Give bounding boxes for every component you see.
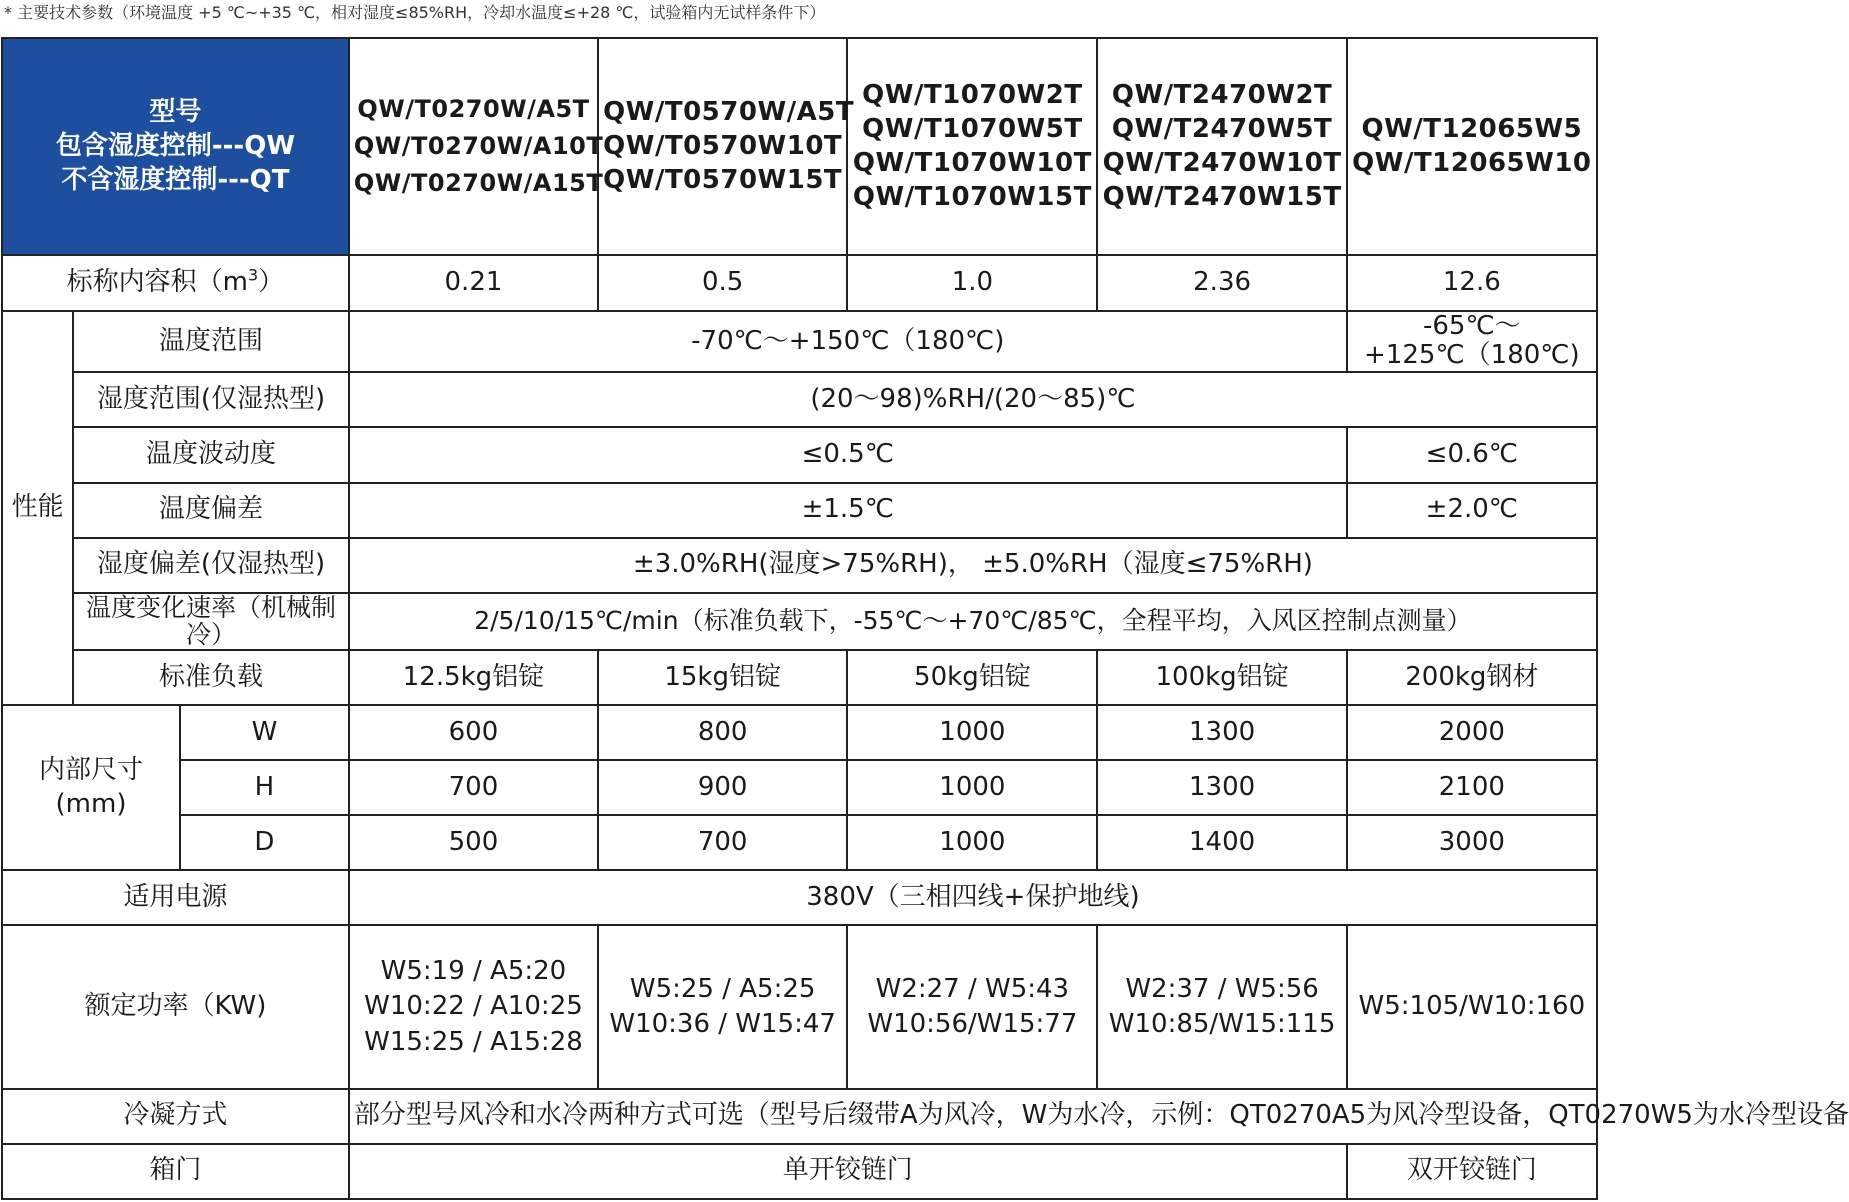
dim-value: 700 [349, 760, 598, 815]
model-name: QW/T12065W10 [1352, 147, 1592, 178]
condensing-value: 部分型号风冷和水冷两种方式可选（型号后缀带A为风冷，W为水冷，示例：QT0270A5为风冷型设备，QT0270W5为水冷型设备 [349, 1089, 1597, 1144]
dim-value: 1300 [1097, 705, 1346, 760]
volume-label: 标称内容积$(m^3)$ [2, 255, 349, 310]
dim-value: 600 [349, 705, 598, 760]
condensing-row [2, 1089, 1597, 1144]
dim-value: 500 [349, 815, 598, 870]
dim-value: 2000 [1347, 705, 1597, 760]
door-label: 箱门 [2, 1144, 349, 1199]
temp-range-value-last: -65℃～+125℃（180℃) [1347, 311, 1597, 373]
model-name: QW/T0270W/A5T [357, 94, 590, 123]
hum-dev-value: ±3.0%RH(湿度>75%RH)， ±5.0%RH（湿度≤75%RH) [349, 538, 1597, 593]
load-value: 12.5kg铝锭 [349, 650, 598, 705]
door-row [2, 1144, 1597, 1199]
load-row [2, 650, 1597, 705]
dim-value: 1400 [1097, 815, 1346, 870]
temp-range-row [2, 311, 1597, 373]
rated-power-cell: W5:25 / A5:25 W10:36 / W15:47 [598, 925, 847, 1088]
temp-dev-row [2, 483, 1597, 538]
load-label: 标准负载 [73, 650, 349, 705]
model-name: QW/T2470W2T [1111, 80, 1333, 111]
dim-value: 800 [598, 705, 847, 760]
temp-range-value: -70℃～+150℃（180℃) [349, 311, 1347, 373]
model-row [2, 38, 1597, 255]
model-name: QW/T12065W5 [1361, 113, 1583, 144]
dim-value: 1000 [847, 760, 1097, 815]
model-header-qw: 包含湿度控制---QW [55, 130, 295, 161]
dim-label: W [180, 705, 349, 760]
volume-value: 12.6 [1347, 255, 1597, 310]
dim-row-h [2, 760, 1597, 815]
dim-value: 1000 [847, 815, 1097, 870]
volume-value: 1.0 [847, 255, 1097, 310]
performance-group-label: 性能 [2, 311, 73, 705]
rated-power-row [2, 925, 1597, 1088]
hum-dev-label: 湿度偏差(仅湿热型) [73, 538, 349, 593]
model-name: QW/T0270W/A15T [353, 169, 604, 198]
temp-range-label: 温度范围 [73, 311, 349, 373]
temp-fluct-value: ≤0.5℃ [349, 427, 1347, 482]
rate-label: 温度变化速率（机械制冷） [73, 593, 349, 650]
rate-row [2, 593, 1597, 650]
model-cell-4 [1097, 38, 1346, 255]
door-value: 单开铰链门 [349, 1144, 1347, 1199]
temp-fluct-label: 温度波动度 [73, 427, 349, 482]
temp-dev-value: ±1.5℃ [349, 483, 1347, 538]
load-value: 100kg铝锭 [1097, 650, 1346, 705]
model-name: QW/T1070W15T [852, 181, 1092, 212]
volume-value: 2.36 [1097, 255, 1346, 310]
dimensions-group-label: 内部尺寸 (mm) [2, 705, 180, 870]
model-name: QW/T1070W2T [862, 80, 1083, 111]
dim-label: D [180, 815, 349, 870]
model-name: QW/T0570W/A5T [603, 97, 855, 127]
volume-row [2, 255, 1597, 310]
volume-value: 0.5 [598, 255, 847, 310]
rate-value: 2/5/10/15℃/min（标准负载下，-55℃～+70℃/85℃，全程平均，入风区控制点测量） [349, 593, 1597, 650]
model-name: QW/T1070W5T [862, 113, 1083, 144]
dim-label: H [180, 760, 349, 815]
rated-power-cell: W2:27 / W5:43 W10:56/W15:77 [847, 925, 1097, 1088]
model-name: QW/T2470W10T [1102, 147, 1342, 178]
rated-power-label: 额定功率（KW) [2, 925, 349, 1088]
model-header-title: 型号 [149, 97, 202, 127]
volume-value: 0.21 [349, 255, 598, 310]
dim-value: 900 [598, 760, 847, 815]
humidity-range-row [2, 372, 1597, 427]
power-supply-row [2, 870, 1597, 925]
rated-power-cell: W2:37 / W5:56 W10:85/W15:115 [1097, 925, 1346, 1088]
temp-dev-label: 温度偏差 [73, 483, 349, 538]
load-value: 15kg铝锭 [598, 650, 847, 705]
load-value: 200kg钢材 [1347, 650, 1597, 705]
dim-row-w [2, 705, 1597, 760]
load-value: 50kg铝锭 [847, 650, 1097, 705]
model-header-qt: 不含湿度控制---QT [61, 164, 290, 195]
dim-value: 700 [598, 815, 847, 870]
model-name: QW/T0570W10T [603, 130, 843, 161]
model-cell-3 [847, 38, 1097, 255]
power-supply-label: 适用电源 [2, 870, 349, 925]
temp-dev-value-last: ±2.0℃ [1347, 483, 1597, 538]
model-name: QW/T2470W15T [1102, 181, 1342, 212]
spec-table [1, 37, 1849, 1200]
power-supply-value: 380V（三相四线+保护地线) [349, 870, 1597, 925]
dim-value: 3000 [1347, 815, 1597, 870]
model-cell-1 [349, 38, 604, 255]
model-cell-5 [1347, 38, 1597, 255]
door-value-last: 双开铰链门 [1347, 1144, 1597, 1199]
condensing-label: 冷凝方式 [2, 1089, 349, 1144]
temp-fluct-value-last: ≤0.6℃ [1347, 427, 1597, 482]
humidity-range-value: (20～98)%RH/(20～85)℃ [349, 372, 1597, 427]
parameter-note: * 主要技术参数（环境温度 +5 ℃~+35 ℃，相对湿度≤85%RH，冷却水温度≤+28 ℃，试验箱内无试样条件下） [4, 3, 826, 22]
model-name: QW/T0270W/A10T [353, 132, 604, 161]
model-name: QW/T1070W10T [852, 147, 1092, 178]
rated-power-cell: W5:19 / A5:20 W10:22 / A10:25 W15:25 / A15:28 [349, 925, 598, 1088]
dim-value: 1300 [1097, 760, 1346, 815]
temp-fluct-row [2, 427, 1597, 482]
model-cell-2 [598, 38, 855, 255]
dim-row-d [2, 815, 1597, 870]
dim-value: 2100 [1347, 760, 1597, 815]
model-name: QW/T0570W15T [603, 164, 843, 195]
model-header-cell [2, 38, 349, 255]
hum-dev-row [2, 538, 1597, 593]
dim-value: 1000 [847, 705, 1097, 760]
humidity-range-label: 湿度范围(仅湿热型) [73, 372, 349, 427]
model-name: QW/T2470W5T [1111, 113, 1333, 144]
rated-power-cell: W5:105/W10:160 [1347, 925, 1597, 1088]
